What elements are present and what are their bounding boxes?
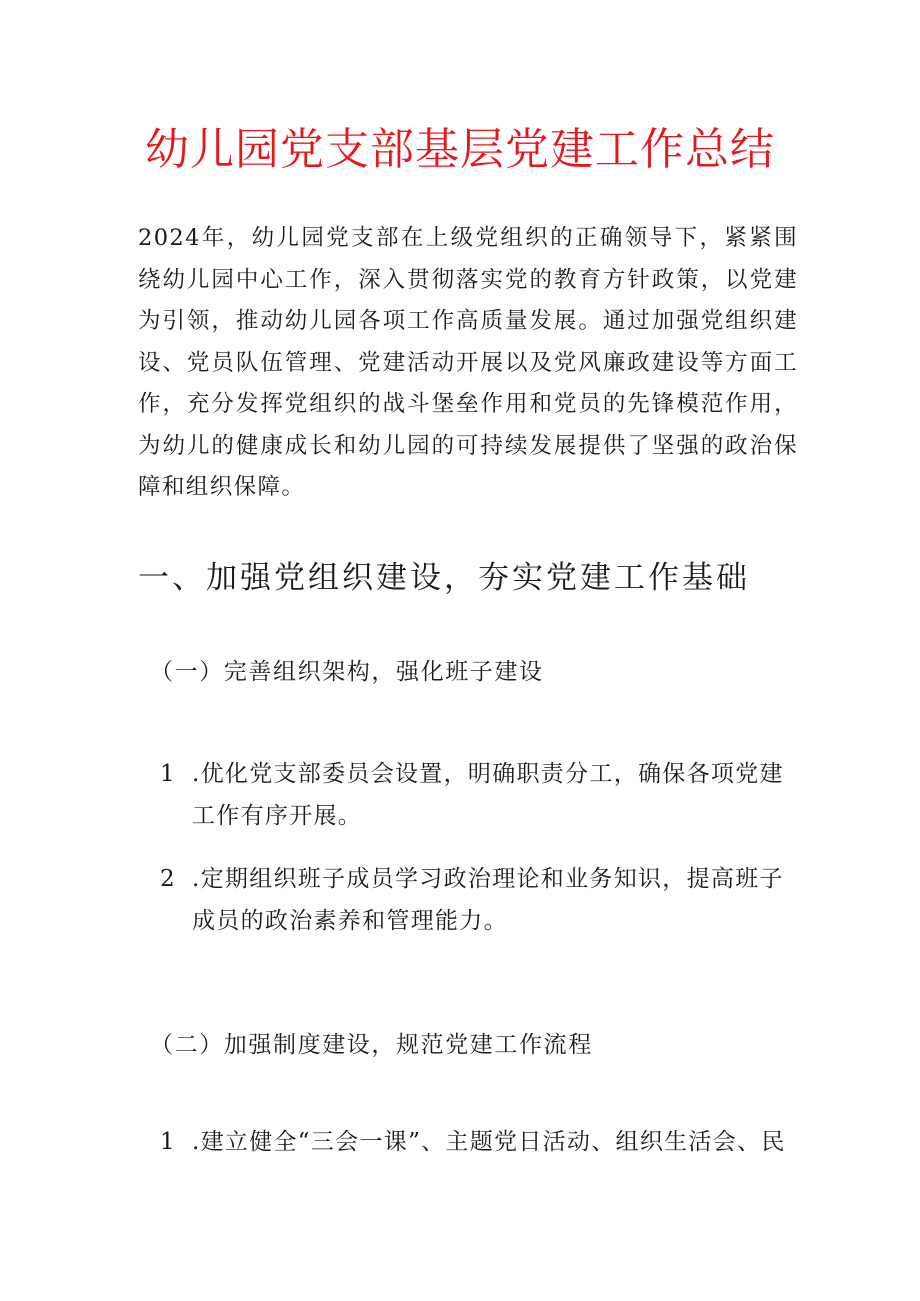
list-item xyxy=(160,858,800,942)
intro-paragraph: 2024年，幼儿园党支部在上级党组织的正确领导下，紧紧围绕幼儿园中心工作，深入贯彻落实党的教育方针政策，以党建为引领，推动幼儿园各项工作高质量发展。通过加强党组织建设、党员队伍管理、党建活动开展以及党风廉政建设等方面工作，充分发挥党组织的战斗堡垒作用和党员的先锋模范作用，为幼儿的健康成长和幼儿园的可持续发展提供了坚强的政治保障和组织保障。 xyxy=(138,225,798,500)
list-item xyxy=(160,1121,800,1163)
list-item-text: .定期组织班子成员学习政治理论和业务知识，提高班子成员的政治素养和管理能力。 xyxy=(192,866,784,934)
list-item-text: .优化党支部委员会设置，明确职责分工，确保各项党建工作有序开展。 xyxy=(192,761,784,829)
list-item xyxy=(160,753,800,837)
list-item-text: .建立健全“三会一课”、主题党日活动、组织生活会、民 xyxy=(192,1129,786,1155)
document-title: 幼儿园党支部基层党建工作总结 xyxy=(145,124,775,175)
list-item-number: 2 xyxy=(160,866,176,892)
list-item-number: 1 xyxy=(160,1129,176,1155)
section-heading: 一、加强党组织建设，夯实党建工作基础 xyxy=(138,560,750,596)
subsection-heading: （一）完善组织架构，强化班子建设 xyxy=(150,659,544,685)
subsection-heading: （二）加强制度建设，规范党建工作流程 xyxy=(150,1032,593,1058)
list-item-number: 1 xyxy=(160,761,176,787)
